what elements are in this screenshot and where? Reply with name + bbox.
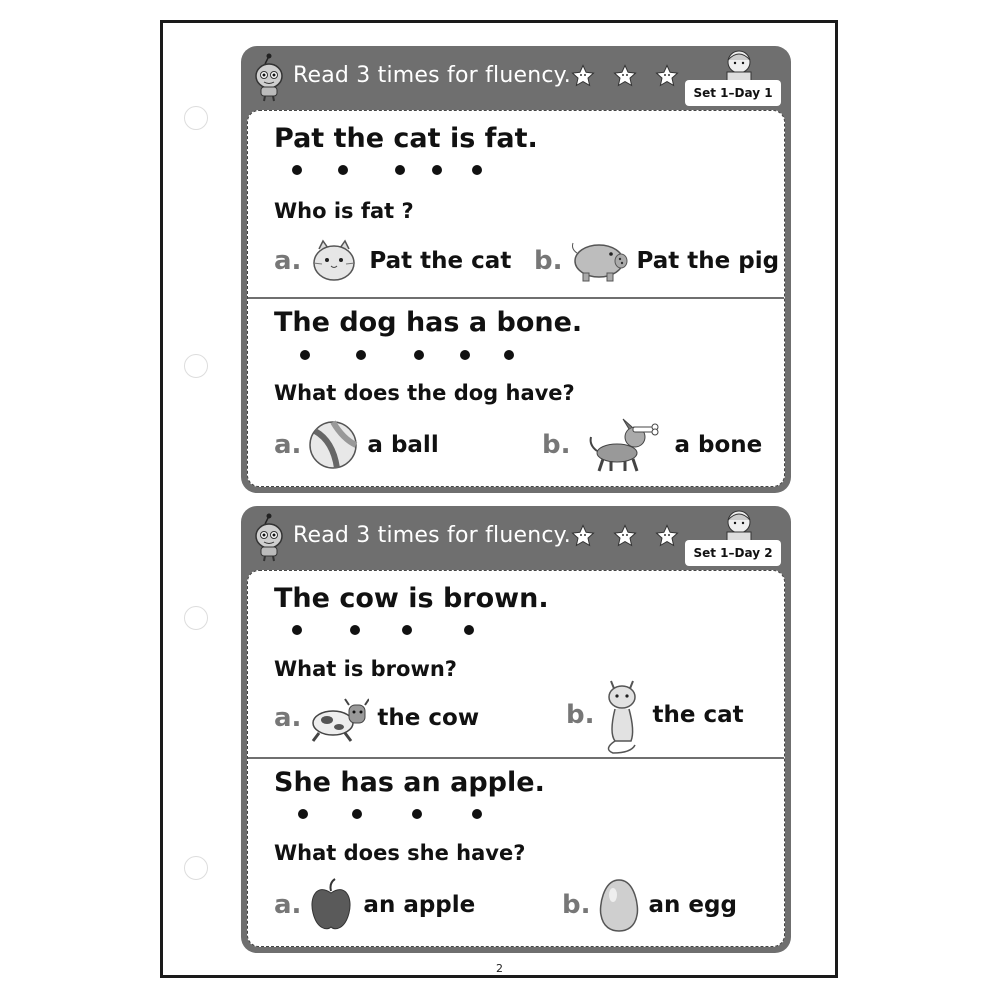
fluency-stars (571, 64, 679, 88)
option-letter: b. (534, 246, 563, 276)
option-letter: b. (542, 430, 571, 460)
word-dot (472, 809, 482, 819)
question-block (248, 759, 784, 947)
egg-icon (597, 877, 641, 933)
binder-hole-mark (184, 606, 208, 630)
word-dot (338, 165, 348, 175)
option-a[interactable] (274, 419, 439, 471)
star-icon[interactable] (655, 64, 679, 88)
set-day-label: Set 1–Day 1 (685, 80, 781, 106)
option-text: an apple (363, 892, 476, 918)
apple-icon (307, 877, 355, 933)
option-b[interactable] (542, 417, 762, 473)
word-dot (292, 165, 302, 175)
word-dots (292, 350, 512, 362)
word-dot (350, 625, 360, 635)
card-header (241, 506, 791, 570)
option-letter: b. (562, 890, 591, 920)
word-dot (412, 809, 422, 819)
option-letter: a. (274, 890, 302, 920)
option-text: a ball (367, 432, 439, 458)
page-number: 2 (496, 962, 503, 975)
option-a[interactable] (274, 239, 511, 283)
star-icon[interactable] (571, 524, 595, 548)
option-text: Pat the cat (369, 248, 512, 274)
word-dot (356, 350, 366, 360)
word-dot (298, 809, 308, 819)
word-dots (292, 165, 492, 177)
card-header (241, 46, 791, 110)
question-block (248, 571, 784, 759)
reading-sentence: Pat the cat is fat. (274, 123, 538, 154)
cow-icon (307, 693, 369, 743)
option-letter: b. (566, 700, 595, 730)
word-dots (292, 625, 492, 637)
fluency-stars (571, 524, 679, 548)
card-body (247, 570, 785, 947)
reading-card-day-2 (241, 506, 791, 953)
question-block (248, 111, 784, 299)
star-icon[interactable] (655, 524, 679, 548)
option-letter: a. (274, 246, 302, 276)
option-text: Pat the pig (636, 248, 780, 274)
binder-hole-mark (184, 106, 208, 130)
star-icon[interactable] (571, 64, 595, 88)
star-icon[interactable] (613, 524, 637, 548)
card-body (247, 110, 785, 487)
mascot-icon (251, 512, 287, 562)
dog-bone-icon (577, 417, 667, 473)
ball-icon (307, 419, 359, 471)
word-dot (292, 625, 302, 635)
reading-sentence: The dog has a bone. (274, 307, 583, 338)
word-dot (472, 165, 482, 175)
binder-hole-mark (184, 856, 208, 880)
kid-reading-icon (719, 508, 759, 544)
word-dot (460, 350, 470, 360)
word-dot (504, 350, 514, 360)
reading-card-day-1 (241, 46, 791, 493)
reading-sentence: She has an apple. (274, 767, 545, 798)
pig-icon (569, 239, 629, 283)
option-a[interactable] (274, 877, 475, 933)
mascot-icon (251, 52, 287, 102)
word-dots (292, 809, 492, 821)
word-dot (352, 809, 362, 819)
word-dot (414, 350, 424, 360)
word-dot (432, 165, 442, 175)
option-letter: a. (274, 703, 302, 733)
word-dot (300, 350, 310, 360)
word-dot (464, 625, 474, 635)
word-dot (395, 165, 405, 175)
question-text: Who is fat ? (274, 199, 414, 223)
star-icon[interactable] (613, 64, 637, 88)
set-day-label: Set 1–Day 2 (685, 540, 781, 566)
cat-sitting-icon (601, 675, 645, 755)
cat-icon (307, 239, 361, 283)
header-title: Read 3 times for fluency. (293, 63, 571, 88)
option-text: the cat (652, 702, 744, 728)
option-b[interactable] (566, 675, 744, 755)
question-text: What does she have? (274, 841, 526, 865)
reading-sentence: The cow is brown. (274, 583, 549, 614)
option-letter: a. (274, 430, 302, 460)
word-dot (402, 625, 412, 635)
option-a[interactable] (274, 693, 479, 743)
question-text: What does the dog have? (274, 381, 575, 405)
header-title: Read 3 times for fluency. (293, 523, 571, 548)
option-b[interactable] (562, 877, 737, 933)
option-text: an egg (648, 892, 737, 918)
option-text: the cow (377, 705, 480, 731)
question-block (248, 299, 784, 487)
kid-reading-icon (719, 48, 759, 84)
option-text: a bone (674, 432, 763, 458)
option-b[interactable] (534, 239, 779, 283)
binder-hole-mark (184, 354, 208, 378)
question-text: What is brown? (274, 657, 457, 681)
